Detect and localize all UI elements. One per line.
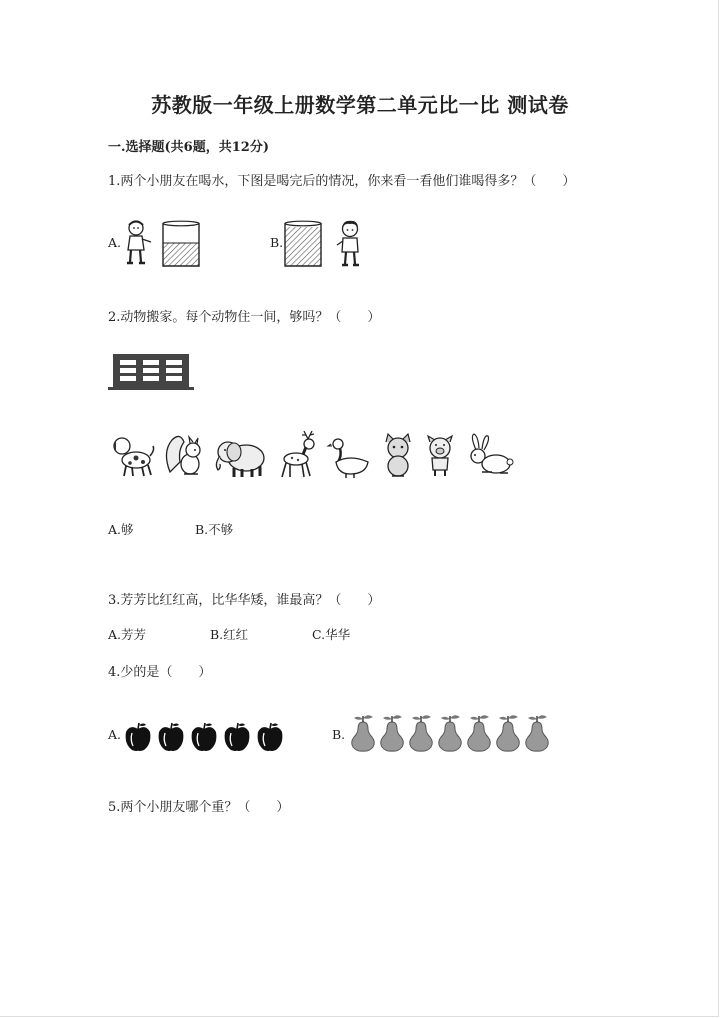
pear-icon — [349, 714, 377, 752]
pear-icon — [407, 714, 435, 752]
rabbit-icon — [462, 432, 514, 478]
apple-icon — [157, 722, 185, 752]
girl-drinking-icon — [334, 219, 368, 269]
page-title: 苏教版一年级上册数学第二单元比一比 测试卷 — [151, 93, 569, 117]
dog-icon — [110, 432, 156, 480]
pear-icon — [494, 714, 522, 752]
apple-icon — [223, 722, 251, 752]
squirrel-icon — [162, 432, 208, 480]
question-2-option-b: B.不够 — [195, 522, 234, 537]
question-4-text: 4.少的是（ ） — [108, 665, 212, 680]
pig-icon — [422, 434, 458, 478]
pear-icon — [436, 714, 464, 752]
question-3-option-b: B.红红 — [210, 627, 249, 642]
question-2-option-a: A.够 — [108, 522, 134, 537]
apple-icon — [256, 722, 284, 752]
question-3-text: 3.芳芳比红红高，比华华矮，谁最高？（ ） — [108, 593, 381, 608]
question-1-option-b-label: B. — [270, 235, 284, 250]
cat-icon — [378, 432, 418, 480]
pear-icon — [523, 714, 551, 752]
question-2-text: 2.动物搬家。每个动物住一间，够吗？（ ） — [108, 310, 381, 325]
question-4-option-a-label: A. — [108, 727, 122, 742]
section-heading: 一.选择题(共6题，共12分) — [108, 140, 269, 155]
question-3-option-a: A.芳芳 — [108, 627, 147, 642]
deer-icon — [276, 429, 322, 481]
pear-icon — [378, 714, 406, 752]
question-4-option-b-label: B. — [332, 727, 346, 742]
boy-drinking-icon — [122, 218, 156, 268]
question-5-text: 5.两个小朋友哪个重？（ ） — [108, 800, 290, 815]
apartment-building-icon — [108, 353, 194, 391]
elephant-icon — [212, 432, 270, 480]
apple-icon — [124, 722, 152, 752]
goose-icon — [328, 436, 372, 480]
question-1-option-a-label: A. — [108, 235, 122, 250]
glass-b-icon — [284, 221, 322, 267]
question-3-option-c: C.华华 — [312, 627, 351, 642]
pear-icon — [465, 714, 493, 752]
apple-icon — [190, 722, 218, 752]
glass-a-icon — [162, 221, 200, 267]
question-1-text: 1.两个小朋友在喝水，下图是喝完后的情况，你来看一看他们谁喝得多？（ ） — [108, 174, 576, 189]
